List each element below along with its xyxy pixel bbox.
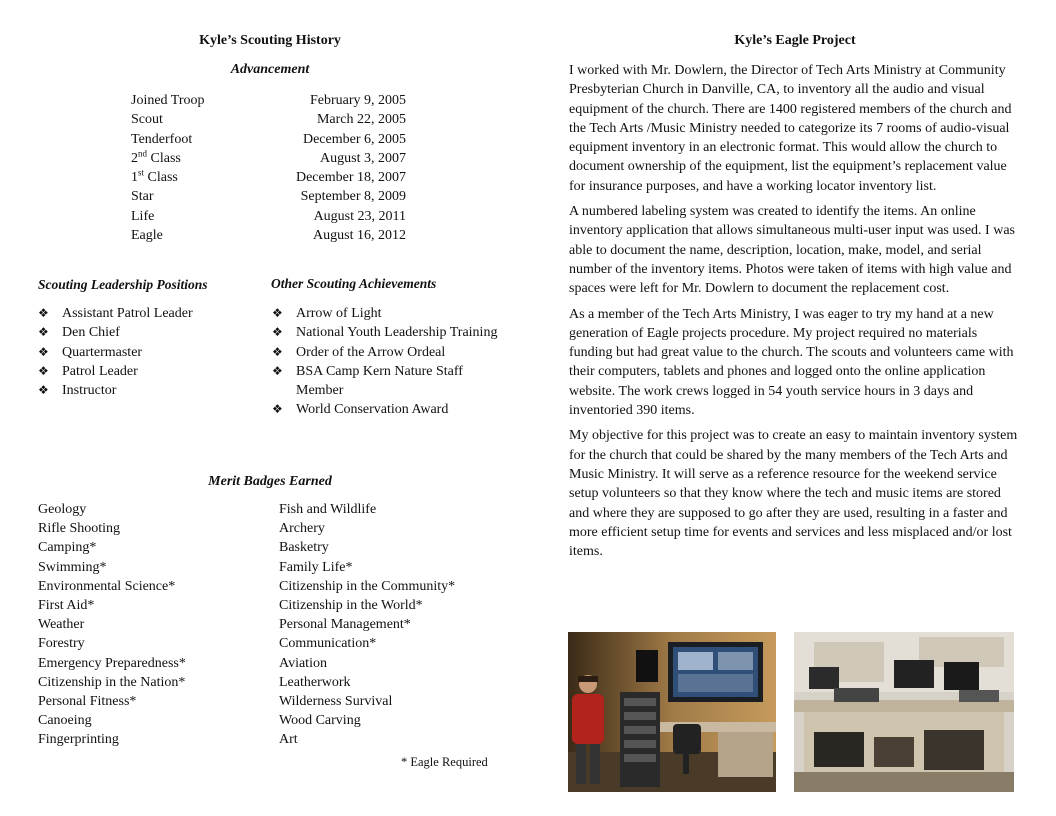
rank-name: 2 (131, 150, 138, 166)
advancement-rank (131, 226, 163, 245)
merit-badges-column-2 (279, 500, 519, 750)
merit-badge: Fish and Wildlife (279, 502, 377, 517)
list-item (38, 304, 258, 323)
list-item-text: Den Chief (62, 325, 120, 341)
merit-badges-column-1 (38, 500, 278, 750)
merit-badge: Citizenship in the Community* (279, 578, 456, 594)
advancement-row (131, 207, 406, 226)
advancement-date: December 18, 2007 (295, 170, 406, 186)
advancement-row (131, 91, 406, 110)
advancement-date: August 23, 2011 (313, 208, 406, 224)
rank-name: Scout (131, 112, 163, 128)
advancement-row (131, 187, 406, 206)
merit-badge: Camping* (38, 540, 97, 556)
project-paragraph: As a member of the Tech Arts Ministry, I was eager to try my hand at a new generation of Eagle projects procedure. My project required no materials funding but had great value to the church. The scouts and volunteers came with their computers, tablets and phones and logged onto the online application website. The work crews logged in 54 youth service hours in 3 days and inventoried 390 items. (569, 306, 1014, 419)
list-item-text: National Youth Leadership Training (296, 325, 498, 341)
leadership-list (38, 304, 258, 400)
advancement-date: December 6, 2005 (302, 131, 406, 147)
photo-tech-booth-workstation (794, 632, 1014, 792)
rank-ordinal: nd (138, 148, 147, 159)
diamond-bullet-icon: ❖ (272, 402, 283, 417)
rank-name: Eagle (131, 228, 163, 244)
merit-badge: First Aid* (38, 598, 95, 614)
diamond-bullet-icon: ❖ (38, 363, 49, 378)
merit-badge: Weather (38, 617, 85, 633)
merit-badge: Communication* (279, 636, 377, 652)
advancement-row (131, 226, 406, 245)
list-item (38, 323, 258, 342)
list-item (38, 362, 258, 381)
merit-badge: Geology (38, 502, 87, 517)
diamond-bullet-icon: ❖ (38, 344, 49, 359)
diamond-bullet-icon: ❖ (38, 306, 49, 320)
merit-badges-heading: Merit Badges Earned (208, 474, 332, 489)
list-item (272, 343, 502, 362)
advancement-list (131, 91, 406, 245)
leadership-heading: Scouting Leadership Positions (38, 277, 208, 292)
scouting-history-title: Kyle’s Scouting History (199, 33, 341, 48)
advancement-date: March 22, 2005 (316, 112, 406, 128)
project-paragraph: My objective for this project was to create an easy to maintain inventory system for the church that could be shared by the many members of the Tech Arts and Music Ministry. It will serve as a reference resource for the weekend service setup volunteers so that they know where the tech and music items are stored and where they are supposed to go after they are used, resulting in a faster and more efficient setup time for events and services and less misplaced and/or lost items. (569, 428, 1018, 560)
rank-name: Joined Troop (131, 93, 205, 108)
advancement-rank (131, 130, 192, 149)
advancement-rank (131, 110, 163, 129)
diamond-bullet-icon: ❖ (272, 306, 283, 320)
list-item (272, 323, 502, 342)
merit-badge: Emergency Preparedness* (38, 655, 186, 671)
list-item (38, 381, 258, 400)
diamond-bullet-icon: ❖ (272, 363, 283, 378)
merit-badge: Wilderness Survival (279, 694, 393, 710)
merit-badge: Canoeing (38, 713, 92, 729)
merit-badge: Fingerprinting (38, 732, 119, 748)
eagle-project-body (569, 61, 1021, 567)
list-item (272, 304, 502, 323)
advancement-rank (131, 187, 154, 206)
merit-badge: Citizenship in the World* (279, 598, 423, 614)
list-item (38, 343, 258, 362)
eagle-project-title: Kyle’s Eagle Project (734, 33, 856, 48)
diamond-bullet-icon: ❖ (38, 325, 49, 340)
merit-badge: Wood Carving (279, 713, 361, 729)
merit-badge: Personal Fitness* (38, 694, 137, 710)
advancement-row (131, 149, 406, 168)
list-item (272, 400, 502, 419)
list-item-text: Assistant Patrol Leader (62, 306, 193, 321)
diamond-bullet-icon: ❖ (38, 383, 49, 398)
merit-badge: Archery (279, 521, 325, 537)
achievements-heading: Other Scouting Achievements (271, 276, 437, 291)
eagle-required-note: * Eagle Required (401, 755, 488, 769)
merit-badge: Forestry (38, 636, 85, 652)
merit-badge: Citizenship in the Nation* (38, 674, 186, 690)
advancement-row (131, 168, 406, 187)
list-item-text: BSA Camp Kern Nature Staff Member (296, 363, 463, 399)
rank-name: Life (131, 208, 155, 224)
list-item-text: Quartermaster (62, 344, 143, 360)
achievements-list (272, 304, 502, 420)
rank-suffix: Class (144, 170, 178, 186)
merit-badge: Rifle Shooting (38, 521, 121, 537)
merit-badge: Aviation (279, 655, 327, 671)
advancement-rank (131, 91, 205, 110)
list-item-text: Patrol Leader (62, 363, 138, 379)
list-item-text: Order of the Arrow Ordeal (296, 344, 446, 360)
merit-badge: Environmental Science* (38, 578, 176, 594)
merit-badge: Basketry (279, 540, 329, 556)
diamond-bullet-icon: ❖ (272, 344, 283, 359)
merit-badge: Leatherwork (279, 674, 351, 690)
rank-suffix: Class (147, 150, 181, 166)
advancement-date: September 8, 2009 (300, 189, 406, 205)
advancement-row (131, 110, 406, 129)
rank-name: Star (131, 189, 154, 205)
photo-scout-with-av-equipment (568, 632, 776, 792)
list-item-text: World Conservation Award (296, 402, 449, 418)
diamond-bullet-icon: ❖ (272, 325, 283, 340)
advancement-date: February 9, 2005 (309, 93, 406, 108)
advancement-rank (131, 207, 154, 226)
merit-badge: Family Life* (279, 559, 353, 575)
merit-badge: Personal Management* (279, 617, 411, 633)
advancement-row (131, 130, 406, 149)
merit-badge: Swimming* (38, 559, 107, 575)
advancement-date: August 16, 2012 (313, 228, 406, 244)
rank-name: 1 (131, 170, 138, 186)
advancement-rank (131, 149, 181, 168)
rank-name: Tenderfoot (131, 131, 193, 147)
advancement-rank (131, 168, 178, 187)
project-paragraph: A numbered labeling system was created to identify the items. An online inventory application that allows simultaneous multi-user input was used. I was able to document the name, description, location, make, model, and serial number of the inventory items. Photos were taken of items with high value and spaces were left for Mr. Dowlern to document the replacement cost. (569, 204, 1015, 297)
advancement-date: August 3, 2007 (320, 150, 406, 166)
list-item (272, 362, 502, 401)
list-item-text: Instructor (62, 383, 117, 399)
project-paragraph: I worked with Mr. Dowlern, the Director of Tech Arts Ministry at Community Presbyterian Church in Danville, CA, to inventory all the audio and visual equipment of the church. There are 1400 registered members of the church and the Tech Arts /Music Ministry needed to categorize its 7 rooms of audio-visual equipment inventory in an electronic format. This would allow the church to document ownership of the equipment, list the equipment’s replacement value for insurance purposes, and have a working locator inventory list. (569, 63, 1012, 194)
rank-ordinal: st (138, 167, 145, 178)
list-item-text: Arrow of Light (296, 306, 382, 321)
advancement-heading: Advancement (230, 62, 310, 77)
merit-badge: Art (279, 732, 298, 748)
